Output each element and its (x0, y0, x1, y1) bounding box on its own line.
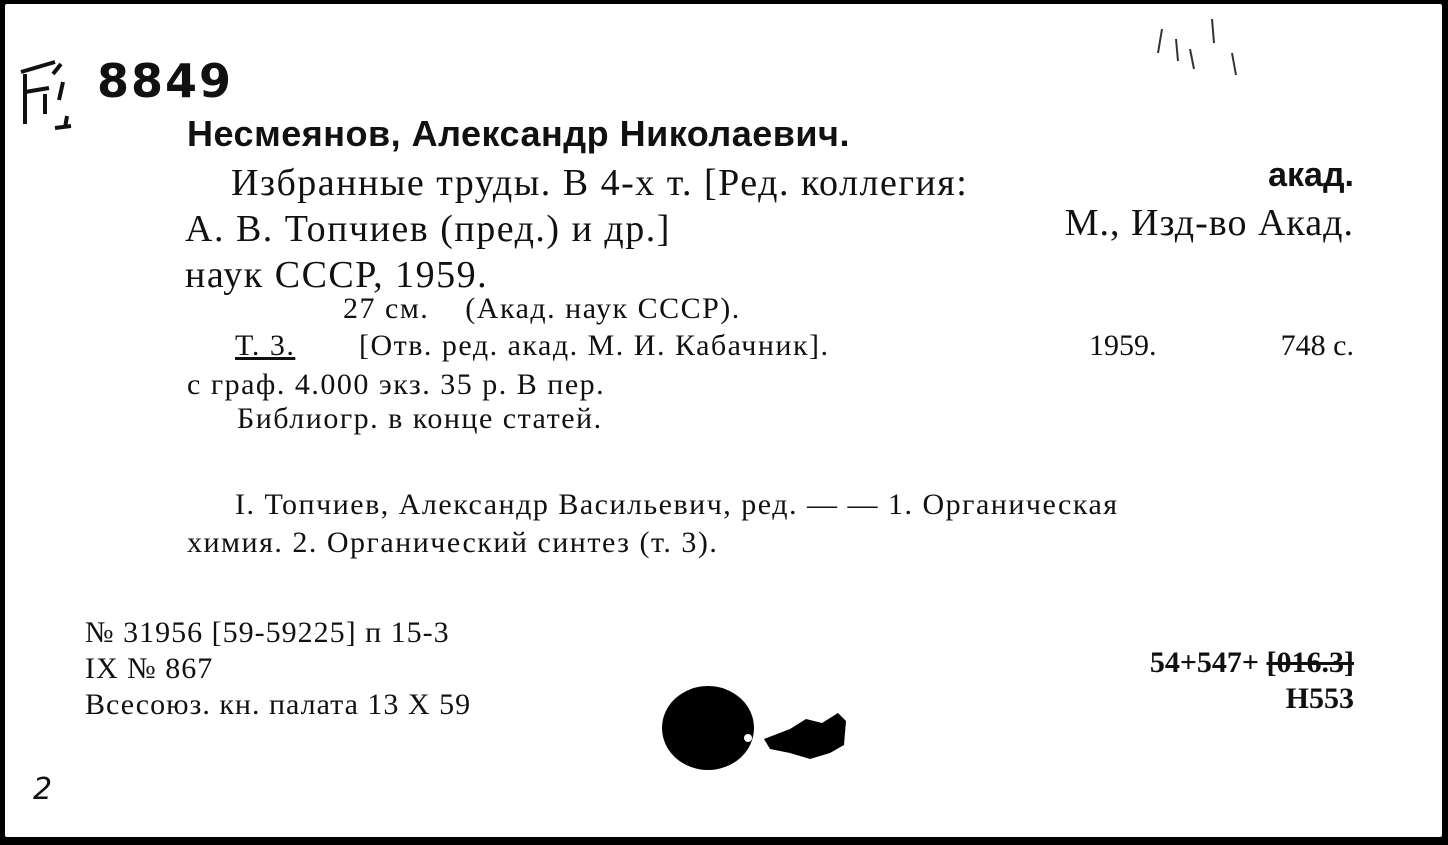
footer-left-2: IX № 867 (85, 652, 214, 685)
footer-left-1: № 31956 [59-59225] п 15-3 (85, 616, 450, 649)
title-right-1: акад. (1268, 156, 1354, 194)
call-number: 8849 (97, 54, 234, 108)
shelf-code: Н553 (1285, 682, 1354, 715)
volume-label: Т. 3. (235, 329, 296, 362)
volume-text: [Отв. ред. акад. М. И. Кабачник]. (359, 329, 830, 362)
title-line-2: А. В. Топчиев (пред.) и др.] (185, 208, 671, 250)
ink-blot-round (660, 676, 760, 776)
tracing-line-1: I. Топчиев, Александр Васильевич, ред. — — 1. Органическая (235, 488, 1119, 521)
volume-line-2: с граф. 4.000 экз. 35 р. В пер. (187, 368, 606, 401)
footer-left-3: Всесоюз. кн. палата 13 X 59 (85, 688, 472, 721)
pencil-marks-icon (1150, 9, 1250, 89)
title-line-1: Избранные труды. В 4-х т. [Ред. коллегия: (231, 162, 969, 204)
classification-prefix: 54+547+ (1149, 646, 1260, 679)
volume-pages: 748 с. (1280, 329, 1354, 362)
classification (1150, 648, 1354, 678)
author-heading: Несмеянов, Александр Николаевич. (187, 113, 850, 154)
size-line: 27 см. (Акад. наук СССР). (343, 292, 741, 325)
corner-pencil-mark: 2 (33, 772, 53, 807)
volume-year: 1959. (1089, 329, 1157, 362)
tracing-line-2: химия. 2. Органический синтез (т. 3). (187, 526, 719, 559)
bibliography-note: Библиогр. в конце статей. (237, 402, 603, 435)
catalog-card (5, 4, 1442, 837)
stamp-mark-icon (15, 54, 77, 134)
title-right-2: М., Изд-во Акад. (1064, 202, 1354, 244)
ink-blot-torn (760, 709, 850, 764)
title-line-3: наук СССР, 1959. (185, 254, 489, 296)
classification-struck: [016.3] (1266, 646, 1354, 679)
